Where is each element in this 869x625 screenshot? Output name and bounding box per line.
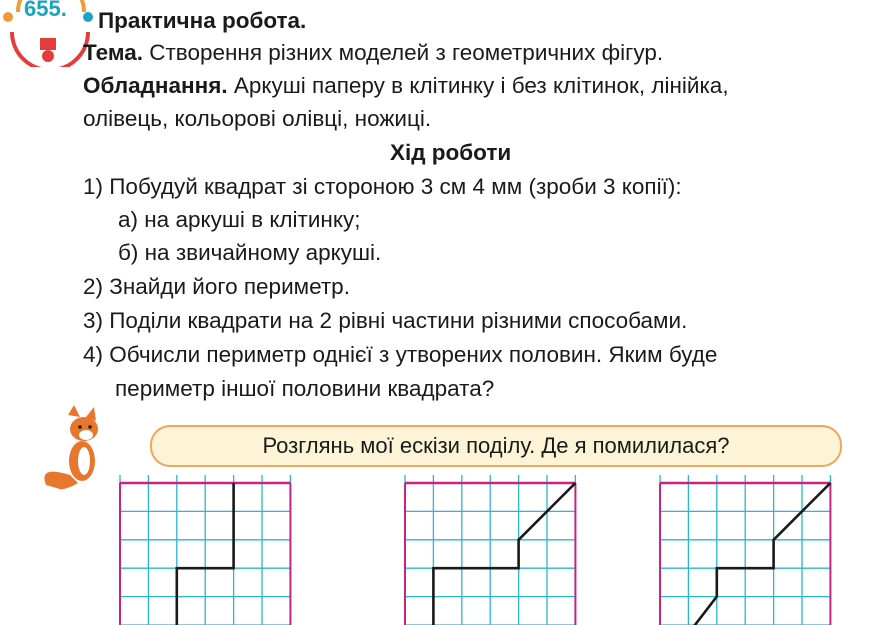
equipment-label: Обладнання. [83,73,228,98]
step-4-cont: периметр іншої половини квадрата? [115,376,495,401]
step-3: 3) Поділи квадрати на 2 рівні частини різними способами. [83,308,688,333]
sketch-grid-3 [655,470,840,625]
sketch-grid-1 [115,470,300,625]
step-1: 1) Побудуй квадрат зі стороною 3 см 4 мм (зроби 3 копії): [83,174,682,199]
exercise-number: 655. [24,0,67,21]
procedure-heading: Хід роботи [390,140,512,165]
topic-line [83,40,663,66]
topic-label: Тема. [83,40,143,65]
step-4: 4) Обчисли периметр однієї з утворених половин. Яким буде [83,342,718,367]
title-text: Практична робота. [98,8,307,33]
fox-icon [38,405,113,495]
topic-text: Створення різних моделей з геометричних фігур. [142,40,664,65]
equipment-text: Аркуші паперу в клітинку і без клітинок, лінійка, [227,73,729,98]
division-line [433,483,575,625]
equipment-line-2: олівець, кольорові олівці, ножиці. [83,106,432,131]
exercise-title [98,8,306,34]
sketch-grid-2 [400,470,585,625]
division-line [688,483,830,625]
step-1a: а) на аркуші в клітинку; [118,207,361,232]
equipment-line [83,73,729,99]
speech-bubble: Розглянь мої ескізи поділу. Де я помилилася? [150,425,842,467]
step-2: 2) Знайди його периметр. [83,274,350,299]
step-1b: б) на звичайному аркуші. [118,240,382,265]
